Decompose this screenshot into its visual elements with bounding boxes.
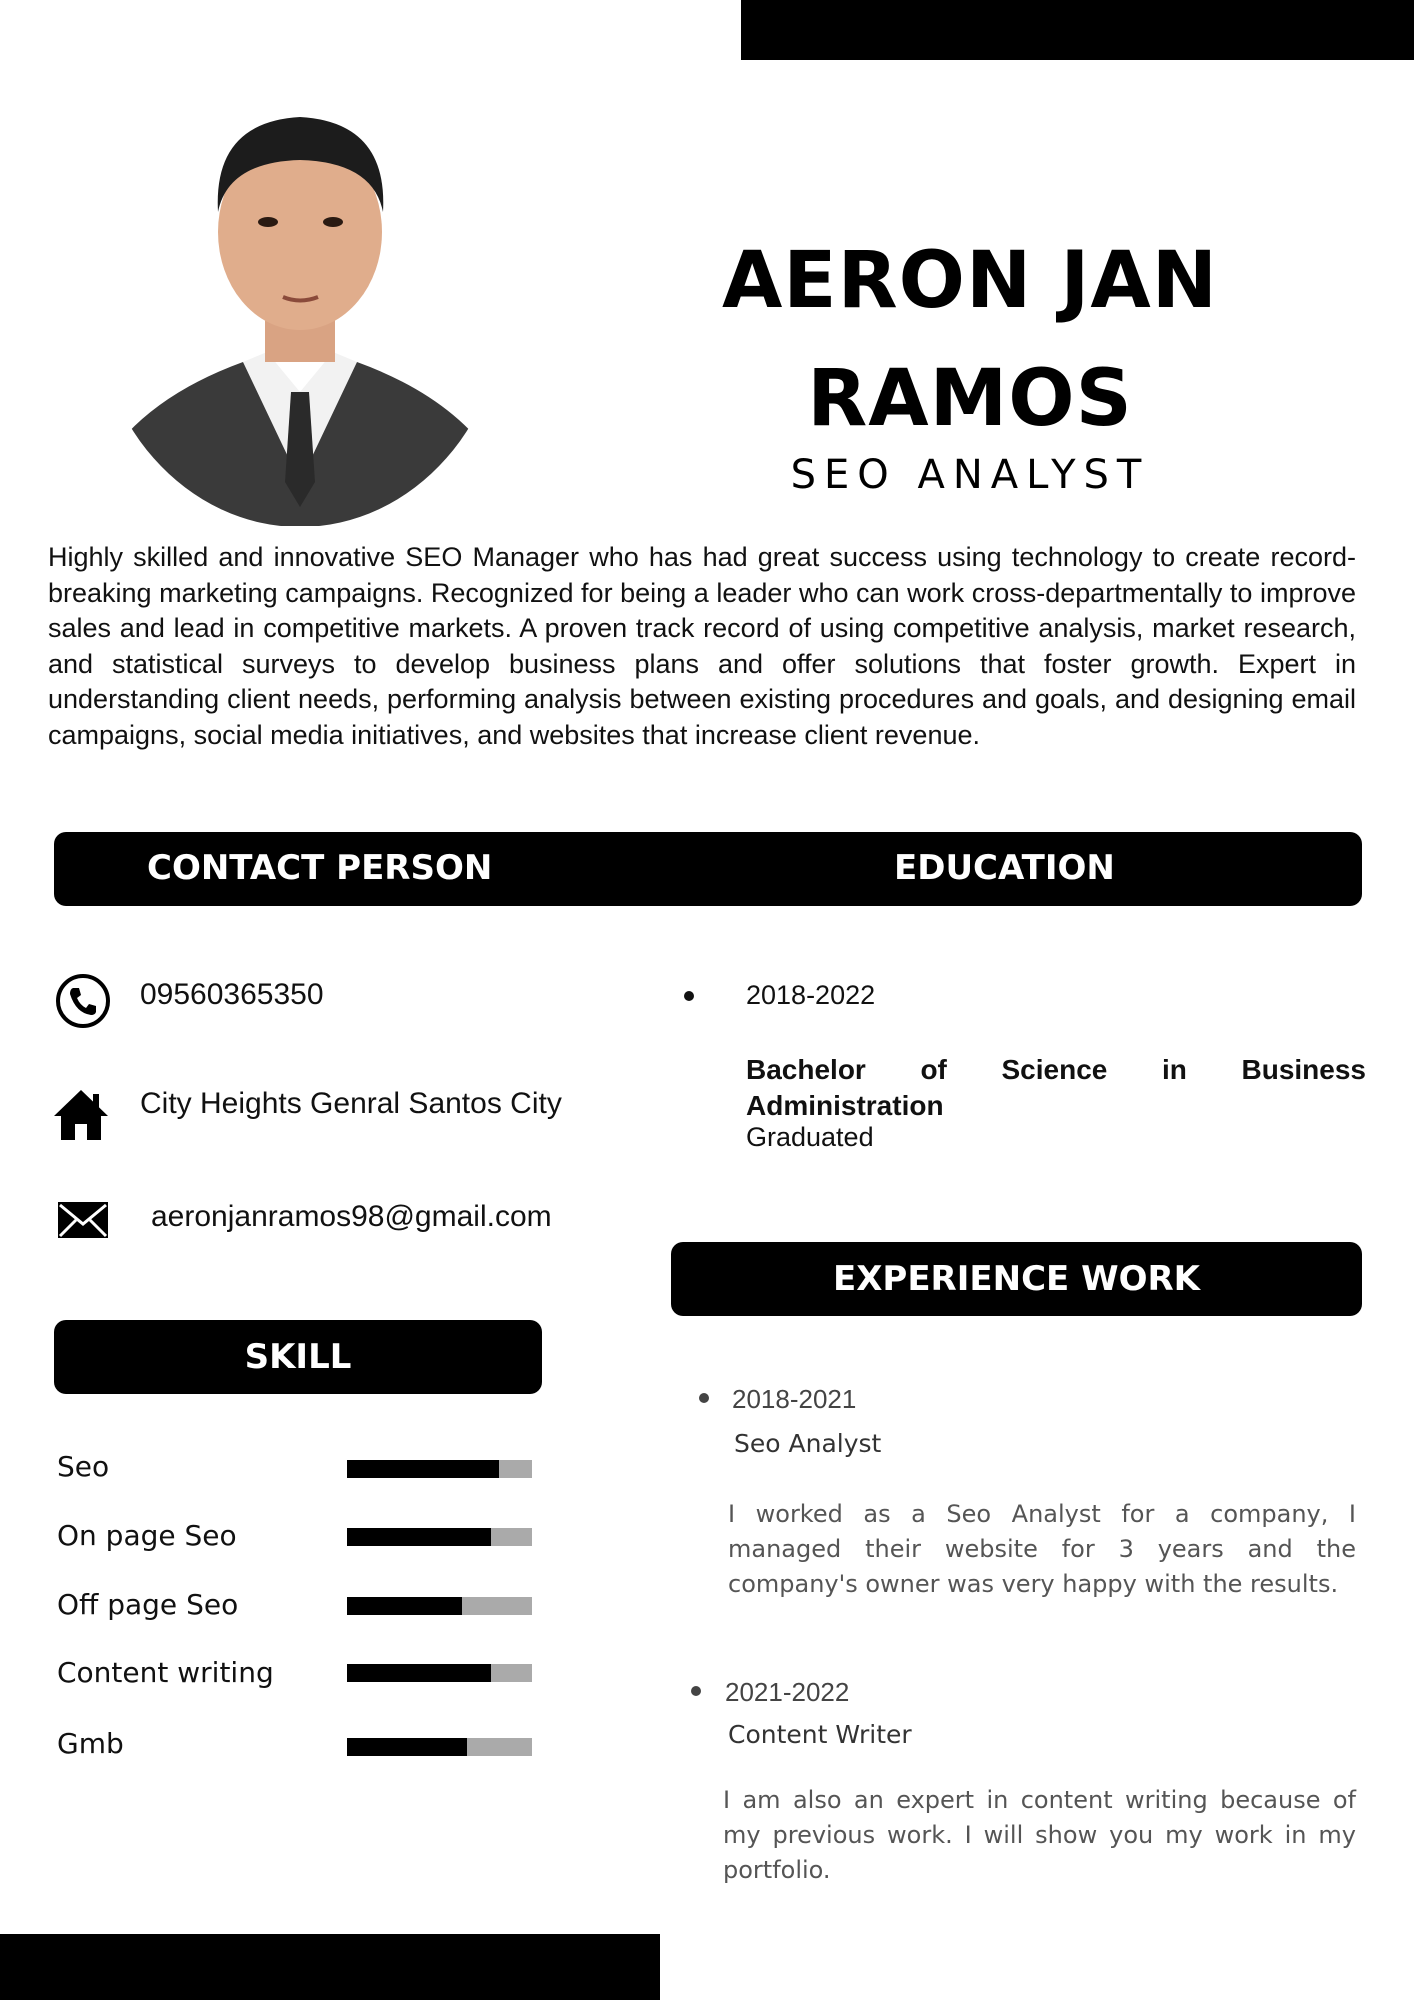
education-header: EDUCATION [894, 848, 1115, 888]
skill-label: Off page Seo [57, 1588, 239, 1621]
skill-bar [347, 1460, 532, 1478]
skill-bar-fill [347, 1528, 491, 1546]
profile-summary: Highly skilled and innovative SEO Manager who has had great success using technology to create record-breaking marketing campaigns. Recognized for being a leader who can work cross-departmentally to improve sales and lead in competitive markets. A proven track record of using competitive analysis, market research, and statistical surveys to develop business plans and offer solutions that foster growth. Expert in understanding client needs, performing analysis between existing procedures and goals, and designing email campaigns, social media initiatives, and websites that increase client revenue. [48, 542, 1356, 750]
phone-icon [54, 972, 112, 1035]
contact-header: CONTACT PERSON [147, 848, 493, 888]
education-bullet [684, 991, 694, 1001]
experience-bullet [691, 1686, 701, 1696]
skill-label: Gmb [57, 1727, 124, 1760]
experience-years: 2021-2022 [725, 1677, 850, 1707]
candidate-name-line1: AERON JAN [721, 236, 1219, 326]
bottom-decorative-bar [0, 1934, 660, 2000]
experience-years: 2018-2021 [732, 1384, 857, 1414]
contact-education-header-bar [54, 832, 1362, 906]
experience-header: EXPERIENCE WORK [671, 1242, 1362, 1316]
education-degree-line2: Administration [746, 1090, 944, 1121]
education-degree-line1: Bachelor of Science in Business [746, 1054, 1366, 1085]
job-title: SEO ANALYST [790, 452, 1150, 498]
experience-description: I am also an expert in content writing because of my previous work. I will show you my work in my portfolio. [723, 1786, 1356, 1884]
skill-bar-fill [347, 1738, 467, 1756]
experience-role: Content Writer [728, 1720, 912, 1749]
education-status: Graduated [746, 1122, 874, 1152]
candidate-name [700, 222, 1240, 458]
skill-bar [347, 1597, 532, 1615]
skill-label: On page Seo [57, 1519, 237, 1552]
experience-bullet [699, 1393, 709, 1403]
address: City Heights Genral Santos City [140, 1087, 562, 1120]
education-years: 2018-2022 [746, 980, 876, 1010]
skill-bar-fill [347, 1460, 499, 1478]
candidate-name-line2: RAMOS [807, 354, 1133, 444]
skill-header: SKILL [54, 1320, 542, 1394]
phone-number: 09560365350 [140, 978, 324, 1011]
skill-bar [347, 1528, 532, 1546]
skill-bar-fill [347, 1664, 491, 1682]
top-decorative-bar [741, 0, 1414, 60]
profile-photo [93, 62, 507, 526]
skill-bar-fill [347, 1597, 462, 1615]
skill-label: Content writing [57, 1656, 274, 1689]
mail-icon [56, 1200, 110, 1245]
skill-bar [347, 1738, 532, 1756]
email-address: aeronjanramos98@gmail.com [151, 1200, 552, 1233]
experience-role: Seo Analyst [734, 1429, 882, 1458]
education-degree [746, 1052, 1366, 1124]
home-icon [52, 1086, 110, 1149]
experience-description: I worked as a Seo Analyst for a company, I managed their website for 3 years and the company's owner was very happy with the results. [728, 1500, 1356, 1598]
skill-label: Seo [57, 1450, 110, 1483]
skill-bar [347, 1664, 532, 1682]
